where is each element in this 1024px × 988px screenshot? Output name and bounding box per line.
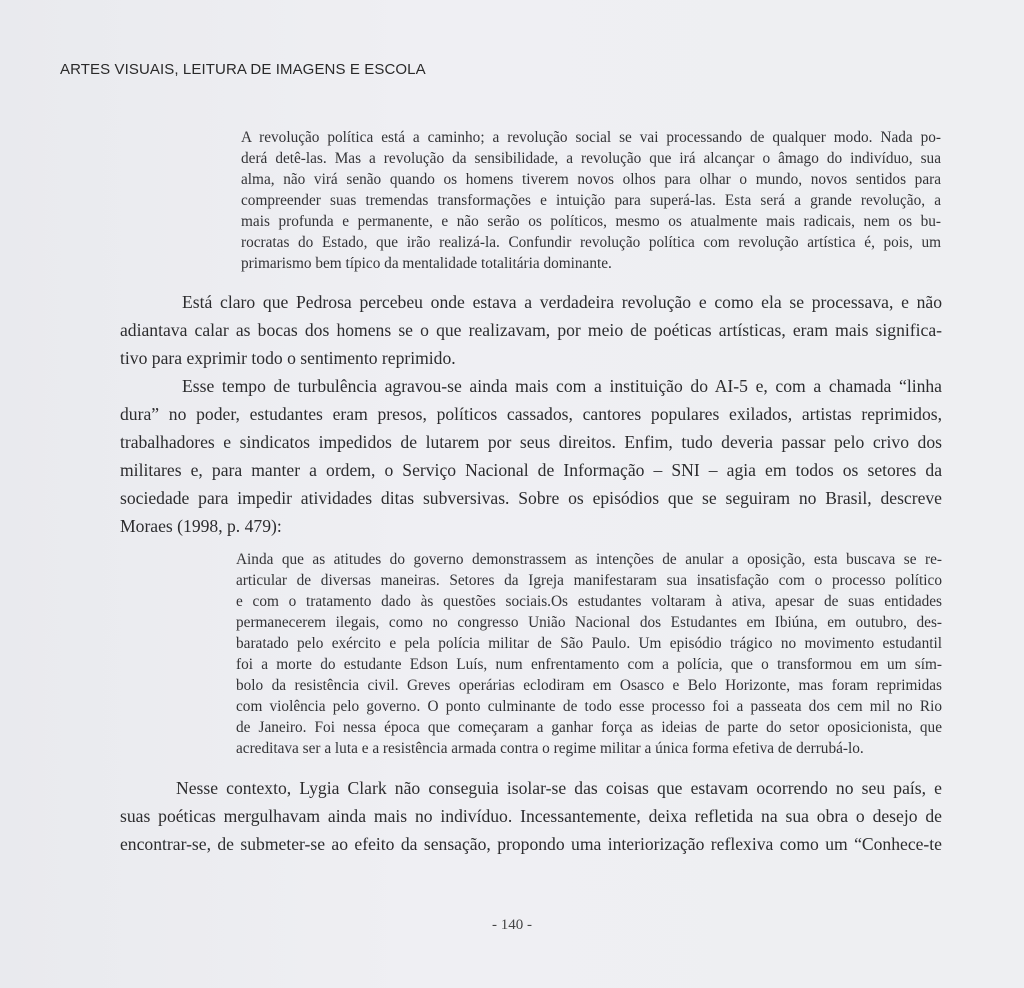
quote-line: permanecerem ilegais, como no congresso União Nacional dos Estudantes em Ibiúna, em outubro, des- (236, 614, 942, 631)
quote-line: de Janeiro. Foi nessa época que começaram a ganhar força as ideias de parte do setor oposicionista, que (236, 719, 942, 736)
body-paragraph-lygia-clark (120, 774, 942, 858)
body-paragraph-ai5 (120, 372, 942, 540)
quote-line: foi a morte do estudante Edson Luís, num enfrentamento com a polícia, que o transformou em um sím- (236, 656, 942, 673)
quote-line: mais profunda e permanente, e não serão os políticos, mesmo os atualmente mais radicais, nem os bu- (241, 213, 941, 230)
quote-line: acreditava ser a luta e a resistência armada contra o regime militar a única forma efetiva de derrubá-lo. (236, 740, 864, 757)
quote-line: A revolução política está a caminho; a revolução social se vai processando de qualquer modo. Nada po- (241, 129, 941, 146)
quote-line: compreender suas tremendas transformações e intuição para superá-las. Esta será a grande revolução, a (241, 192, 941, 209)
quote-line: Ainda que as atitudes do governo demonstrassem as intenções de anular a oposição, esta buscava se re- (236, 551, 942, 568)
quote-line: alma, não virá senão quando os homens tiverem novos olhos para olhar o mundo, novos sentidos para (241, 171, 941, 188)
running-header: ARTES VISUAIS, LEITURA DE IMAGENS E ESCOLA (60, 61, 426, 78)
paragraph-line: tivo para exprimir todo o sentimento reprimido. (120, 348, 456, 368)
quote-line: rocratas do Estado, que irão realizá-la. Confundir revolução política com revolução artística é, pois, um (241, 234, 941, 251)
paragraph-line: suas poéticas mergulhavam ainda mais no indivíduo. Incessantemente, deixa refletida na sua obra o desejo de (120, 806, 942, 826)
quote-line: derá detê-las. Mas a revolução da sensibilidade, a revolução que irá alcançar o âmago do indivíduo, sua (241, 150, 941, 167)
paragraph-line: Moraes (1998, p. 479): (120, 516, 282, 536)
paragraph-line: Esse tempo de turbulência agravou-se ainda mais com a instituição do AI-5 e, com a chamada “linha (182, 376, 942, 396)
paragraph-line: encontrar-se, de submeter-se ao efeito da sensação, propondo uma interiorização reflexiva como um “Conhece-te (120, 834, 942, 854)
block-quote-pedrosa (241, 127, 941, 274)
quote-line: primarismo bem típico da mentalidade totalitária dominante. (241, 255, 612, 272)
page-number: - 140 - (492, 917, 532, 933)
paragraph-line: Nesse contexto, Lygia Clark não conseguia isolar-se das coisas que estavam ocorrendo no seu país, e (176, 778, 942, 798)
paragraph-line: trabalhadores e sindicatos impedidos de lutarem por seus direitos. Enfim, tudo deveria passar pelo crivo dos (120, 432, 942, 452)
quote-line: articular de diversas maneiras. Setores da Igreja manifestaram sua insatisfação com o processo político (236, 572, 942, 589)
quote-line: e com o tratamento dado às questões sociais.Os estudantes voltaram à ativa, apesar de suas entidades (236, 593, 942, 610)
paragraph-line: militares e, para manter a ordem, o Serviço Nacional de Informação – SNI – agia em todos os setores da (120, 460, 942, 480)
body-paragraph-pedrosa (120, 288, 942, 372)
quote-line: bolo da resistência civil. Greves operárias eclodiram em Osasco e Belo Horizonte, mas foram reprimidas (236, 677, 942, 694)
block-quote-moraes (236, 549, 942, 759)
paragraph-line: dura” no poder, estudantes eram presos, políticos cassados, cantores populares exilados, artistas reprimidos, (120, 404, 942, 424)
paragraph-line: adiantava calar as bocas dos homens se o que realizavam, por meio de poéticas artísticas, eram mais significa- (120, 320, 942, 340)
paragraph-line: Está claro que Pedrosa percebeu onde estava a verdadeira revolução e como ela se processava, e não (182, 292, 942, 312)
paragraph-line: sociedade para impedir atividades ditas subversivas. Sobre os episódios que se seguiram no Brasil, descreve (120, 488, 942, 508)
quote-line: com violência pelo governo. O ponto culminante de todo esse processo foi a passeata dos cem mil no Rio (236, 698, 942, 715)
quote-line: baratado pelo exército e pela polícia militar de São Paulo. Um episódio trágico no movimento estudantil (236, 635, 942, 652)
